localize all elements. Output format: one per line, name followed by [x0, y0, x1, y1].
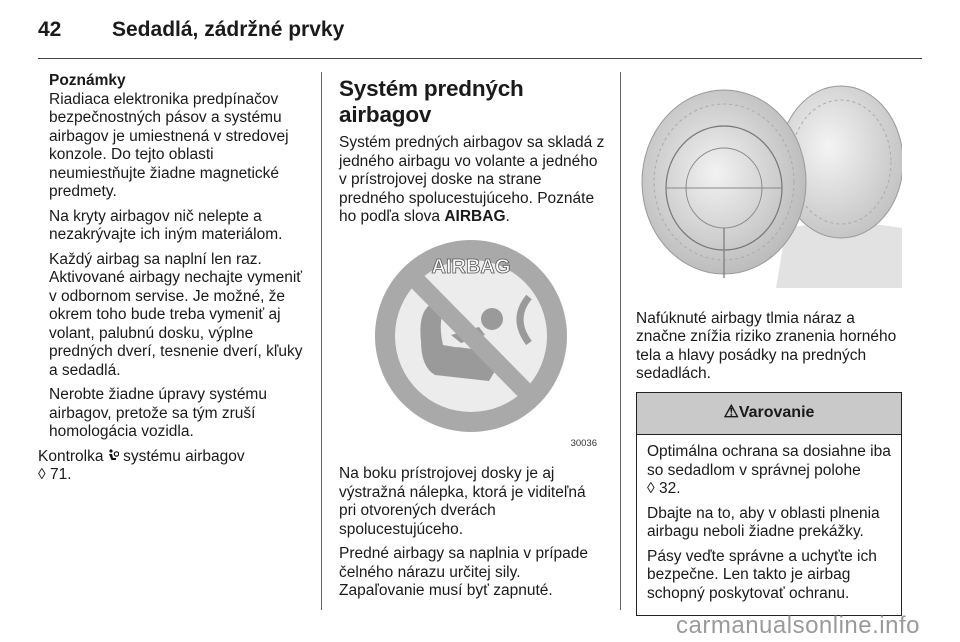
- warning-body: [637, 435, 901, 615]
- note-paragraph: Každý airbag sa naplní len raz. Aktivované airbagy nechajte vymeniť v odbornom servise. Je možné, že okrem toho bude treba vymeniť aj volant, palubnú dosku, výplne predných dverí, tesnenie dverí, kľuky a sedadlá.: [49, 250, 303, 379]
- sticker-paragraph: Na boku prístrojovej dosky je aj výstražná nálepka, ktorá je viditeľná pri otvorených dverách spolucestujúceho.: [339, 465, 586, 538]
- warning-paragraph: [647, 443, 891, 499]
- no-child-seat-sticker: [339, 235, 601, 450]
- airbag-word: AIRBAG: [444, 208, 506, 225]
- warning-paragraph: Pásy veďte správne a uchyťte ich bezpečne. Len takto je airbag schopný poskytovať ochranu.: [647, 547, 877, 602]
- note-paragraph: Riadiaca elektronika predpínačov bezpečnostných pásov a systému airbagov je umiestnená v stredovej konzole. Do tejto oblasti neumiestňujte žiadne magnetické predmety.: [49, 90, 289, 200]
- airbag-sticker-image: [339, 235, 607, 456]
- warning-text: Optimálna ochrana sa dosiahne iba so sedadlom v správnej polohe: [647, 443, 891, 479]
- warning-paragraph: Dbajte na to, aby v oblasti plnenia airbagu neboli žiadne prekážky.: [647, 504, 880, 540]
- column-front-airbags: [339, 76, 607, 607]
- note-paragraph: Nerobte žiadne úpravy systému airbagov, pretože sa tým zruší homologácia vozidla.: [49, 386, 267, 440]
- inflated-paragraph: Nafúknuté airbagy tlmia náraz a značne znížia riziko zranenia horného tela a hlavy posádky na predných sedadlách.: [636, 309, 897, 382]
- kontrolka-paragraph: [38, 448, 308, 485]
- warning-header: [637, 393, 901, 436]
- column-notes: [38, 72, 308, 491]
- kontrolka-text: Kontrolka: [38, 447, 104, 465]
- kontrolka-rest: systému airbagov: [123, 447, 245, 465]
- page-header: [38, 18, 344, 42]
- page-reference[interactable]: ◊ 32.: [647, 480, 681, 497]
- warning-triangle-icon: ⚠: [723, 401, 739, 421]
- airbag-warning-icon: [108, 449, 119, 462]
- header-divider: [38, 58, 922, 59]
- column-divider: [321, 72, 322, 610]
- sticker-label: AIRBAG: [431, 255, 511, 278]
- page-reference[interactable]: ◊ 71.: [38, 466, 72, 483]
- note-block: [38, 72, 308, 442]
- column-divider: [620, 72, 621, 610]
- inflated-airbags-illustration: [636, 78, 902, 290]
- column-inflated-airbags: [636, 80, 902, 616]
- intro-end: .: [505, 208, 510, 225]
- note-paragraph: Na kryty airbagov nič nelepte a nezakrývajte ich iným materiálom.: [49, 207, 283, 243]
- page-number: 42: [38, 18, 62, 41]
- note-title: Poznámky: [49, 72, 126, 89]
- intro-paragraph: [339, 134, 607, 227]
- section-title: Systém predných airbagov: [339, 76, 524, 127]
- warning-box: [636, 392, 902, 617]
- image-number: 30036: [570, 437, 597, 449]
- inflated-airbags-image: [636, 78, 902, 296]
- watermark: carmanualsonline.info: [676, 612, 920, 639]
- page-title: Sedadlá, zádržné prvky: [112, 18, 345, 41]
- warning-title: Varovanie: [738, 403, 815, 421]
- intro-text: Systém predných airbagov sa skladá z jedného airbagu vo volante a jedného v prístrojovej doske na strane predného spolucestujúceho. Poznáte ho podľa slova: [339, 134, 605, 225]
- deploy-paragraph: Predné airbagy sa naplnia v prípade čelného nárazu určitej sily. Zapaľovanie musí byť zapnuté.: [339, 545, 589, 599]
